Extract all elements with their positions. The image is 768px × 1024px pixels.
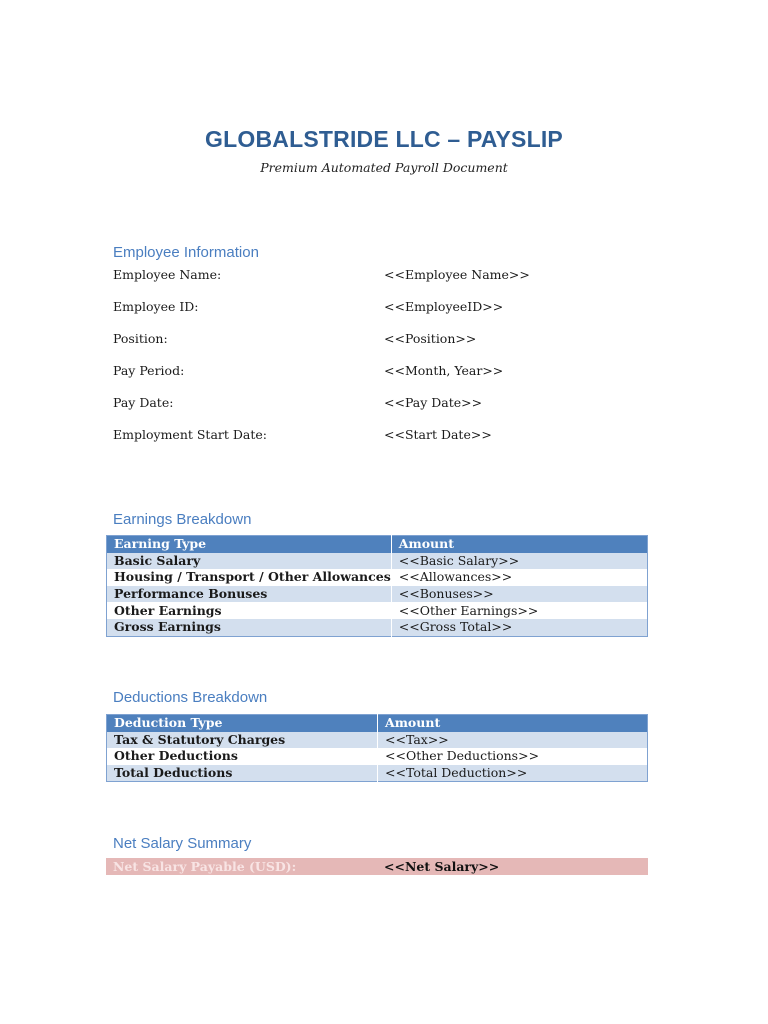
info-row-pay-period bbox=[113, 363, 653, 383]
info-label: Position: bbox=[113, 331, 168, 346]
table-row bbox=[107, 586, 648, 603]
column-header: Deduction Type bbox=[107, 715, 378, 732]
earning-type-cell: Performance Bonuses bbox=[107, 586, 392, 603]
amount-cell: <<Basic Salary>> bbox=[391, 553, 647, 570]
net-salary-heading: Net Salary Summary bbox=[113, 835, 252, 852]
table-row bbox=[107, 553, 648, 570]
table-row bbox=[107, 748, 648, 765]
document-subtitle: Premium Automated Payroll Document bbox=[260, 160, 508, 175]
table-row bbox=[107, 765, 648, 782]
amount-cell: <<Bonuses>> bbox=[391, 586, 647, 603]
deduction-type-cell: Tax & Statutory Charges bbox=[107, 732, 378, 749]
info-label: Employment Start Date: bbox=[113, 427, 267, 442]
earnings-heading: Earnings Breakdown bbox=[113, 511, 252, 528]
deductions-heading: Deductions Breakdown bbox=[113, 689, 268, 706]
deductions-table bbox=[106, 714, 648, 782]
earning-type-cell: Basic Salary bbox=[107, 553, 392, 570]
info-row-start-date bbox=[113, 427, 653, 447]
info-label: Pay Period: bbox=[113, 363, 185, 378]
info-label: Pay Date: bbox=[113, 395, 174, 410]
earning-type-cell: Other Earnings bbox=[107, 602, 392, 619]
column-header: Amount bbox=[391, 536, 647, 553]
info-label: Employee Name: bbox=[113, 267, 222, 282]
table-row bbox=[107, 732, 648, 749]
info-row-employee-id bbox=[113, 299, 653, 319]
amount-cell: <<Tax>> bbox=[378, 732, 648, 749]
deductions-header-row bbox=[107, 715, 648, 732]
amount-cell: <<Gross Total>> bbox=[391, 619, 647, 636]
deduction-type-cell: Total Deductions bbox=[107, 765, 378, 782]
earning-type-cell: Housing / Transport / Other Allowances bbox=[107, 569, 392, 586]
info-row-pay-date bbox=[113, 395, 653, 415]
info-label: Employee ID: bbox=[113, 299, 199, 314]
amount-cell: <<Total Deduction>> bbox=[378, 765, 648, 782]
info-value: <<Month, Year>> bbox=[384, 363, 504, 378]
earning-type-cell: Gross Earnings bbox=[107, 619, 392, 636]
info-value: <<Employee Name>> bbox=[384, 267, 530, 282]
info-row-position bbox=[113, 331, 653, 351]
table-row bbox=[107, 569, 648, 586]
info-value: <<Pay Date>> bbox=[384, 395, 483, 410]
net-salary-value: <<Net Salary>> bbox=[384, 859, 500, 874]
earnings-header-row bbox=[107, 536, 648, 553]
net-salary-label: Net Salary Payable (USD): bbox=[113, 859, 297, 874]
amount-cell: <<Other Deductions>> bbox=[378, 748, 648, 765]
info-value: <<Position>> bbox=[384, 331, 477, 346]
info-value: <<Start Date>> bbox=[384, 427, 492, 442]
employee-info-heading: Employee Information bbox=[113, 244, 259, 261]
table-row bbox=[107, 602, 648, 619]
document-title: GLOBALSTRIDE LLC – PAYSLIP bbox=[205, 126, 563, 152]
deduction-type-cell: Other Deductions bbox=[107, 748, 378, 765]
column-header: Amount bbox=[378, 715, 648, 732]
net-salary-bar bbox=[106, 858, 648, 875]
info-value: <<EmployeeID>> bbox=[384, 299, 504, 314]
amount-cell: <<Allowances>> bbox=[391, 569, 647, 586]
column-header: Earning Type bbox=[107, 536, 392, 553]
table-row bbox=[107, 619, 648, 636]
info-row-employee-name bbox=[113, 267, 653, 287]
earnings-table bbox=[106, 535, 648, 637]
amount-cell: <<Other Earnings>> bbox=[391, 602, 647, 619]
